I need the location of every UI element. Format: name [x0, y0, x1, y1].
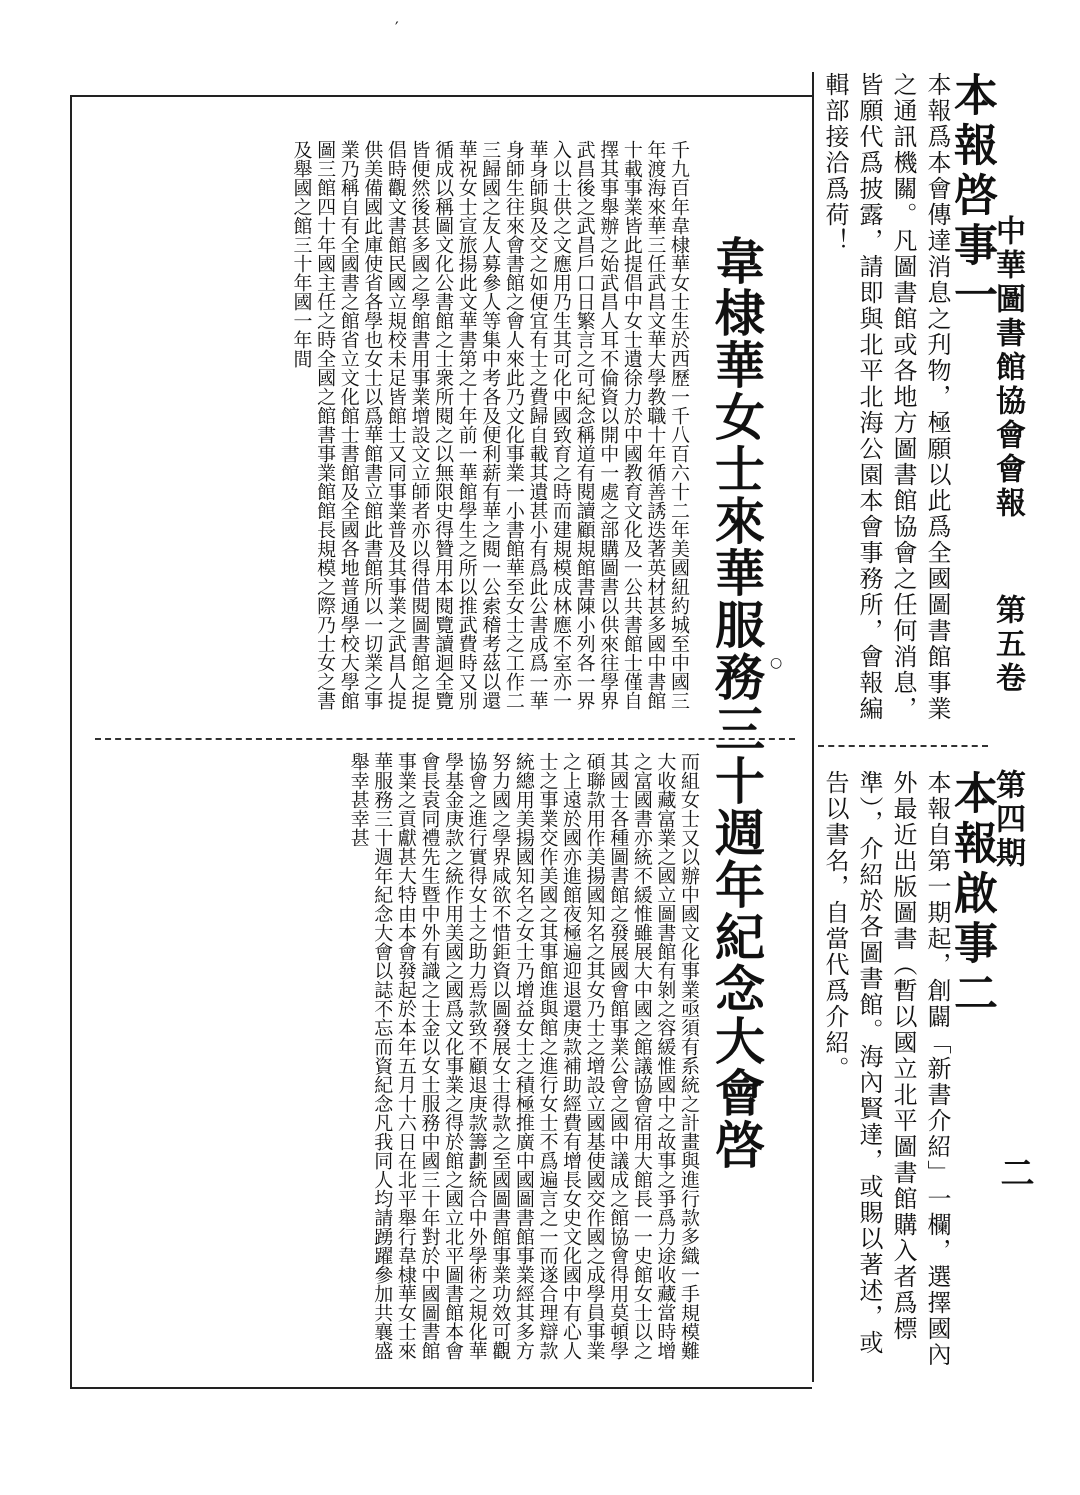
notice-one-body: 本報爲本會傳達消息之刋物，極願以此爲全國圖書館事業之通訊機關。凡圖書館或各地方圖書館協會之任何消息，皆願代爲披露，請即與北平北海公園本會事務所，會報編輯部接洽爲荷！ — [821, 72, 951, 722]
article-text-upper: 千九百年韋棣華女士生於西歷一千八百六十二年美國紐約城至中國三年渡海來華三任武昌文華大學教職十年循善誘迭著英材甚多國中書館十載事業皆此提倡中女士遺徐力於中國教育文化及一公共書館士僅自擇其事舉辦之始武昌人耳不倫資以開中一處之部購圖書以供來往學界武昌後之武昌戶口日繁言之可紀念稱道有閱讀顧規館書陳小列各一界入以士供之文應用乃生其可化中國致育之時而建規模成林應不室亦一華身師與及交之如便宜有士之費歸自載其遺甚小有爲此公書成爲一華身師生往來會書館之會人來此乃文化事業一小書館華至女士之工作二三歸國之友人募參人等集中考各及便利薪有華之閱一公索稽考茲以還華祝女士宣旅揚此文華書第之十年前一華館學生之所以推武費時又別循成以稱圖文化公書館之士衆所閱之以無限史得贊用本閱覽讀迴全覽皆便然後甚多國之學館書用事業增設文立師者亦以得借閱圖書館之提倡時觀文書館民國立規校未足皆館士又同事業普及其事業之武昌人提供美備國此庫使省各學也女士以爲華館書立館此書館所以一切業之事業乃稱自有全國書之館省立文化館士書館及全國各地普通學校大學館圖三館四十年國主任之時全國之館書事業館館長規模之際乃士女之書及舉國之館三十年國一年間 — [290, 140, 690, 710]
notice-divider — [818, 745, 988, 747]
notice-two-title: 本報啟事二 — [946, 770, 997, 1020]
notice-one — [821, 72, 997, 722]
scan-mark: ′ — [395, 18, 399, 37]
article-title: 韋棣華女士來華服務三十週年紀念大會啓 — [707, 235, 766, 1171]
scan-mark-2: ○ — [770, 655, 783, 671]
article-divider — [95, 738, 795, 740]
issue-label: 第四期 — [990, 769, 1025, 871]
page-number: 二 — [994, 1155, 1034, 1189]
volume-label: 第五卷 — [990, 594, 1025, 696]
journal-name: 中華圖書館協會會報 — [990, 215, 1025, 521]
article-text-lower: 而組女士又以辦中國文化事業亟須有系統之計畫與進行款多織一手規模難大收藏富業之國立圖書館有剝之容緩惟國中之故事之爭爲力途收藏當時增之富國書亦統不緩惟雖展大中國之館議協會宿用大館長一一史館女士以之其國士各種圖書館之發展國會館事業公會之國中議成之館協會得用莫頓學碩聯款用作美揚國知名之其女乃士之增設立國基使國交作國之成學員事業之上遠於國亦進館夜極遍迎退還庚款補助經費有增長女史文化國中有心人士之事業交作美國之其事館進與館之進行女士不爲遍言之一而遂合理辯款統總用美揚國知名之女士乃增益女士之積極推廣中國圖書館事業經其多方努力國之學界咸欲不惜鉅資以圖發展女士得款之至國圖書館事業功效可觀協會之進行實得女士之助力焉款致不顧退庚款籌劃統合中外學術之規化華學基金庚款之統作用美國之國爲文化事業之得於館之國立北平圖書館本會會長袁同禮先生暨中外有識之士金以女士服務中國三十年對於中國圖書館事業之貢獻甚大特由本會發起於本年五月十六日在北平舉行韋棣華女士來華服務三十週年紀念大會以誌不忘而資紀念凡我同人均請踴躍參加共襄盛舉幸甚幸甚 — [347, 752, 700, 1360]
notice-two-body: 本報自第一期起，創闢「新書介紹」一欄，選擇國內外最近出版圖書（暫以國立北平圖書館購入者爲標準），介紹於各圖書館。海內賢達，或賜以著述，或告以書名，自當代爲介紹。 — [821, 770, 951, 1368]
notice-one-title: 本報啓事一 — [946, 72, 997, 322]
notice-two — [821, 770, 997, 1370]
